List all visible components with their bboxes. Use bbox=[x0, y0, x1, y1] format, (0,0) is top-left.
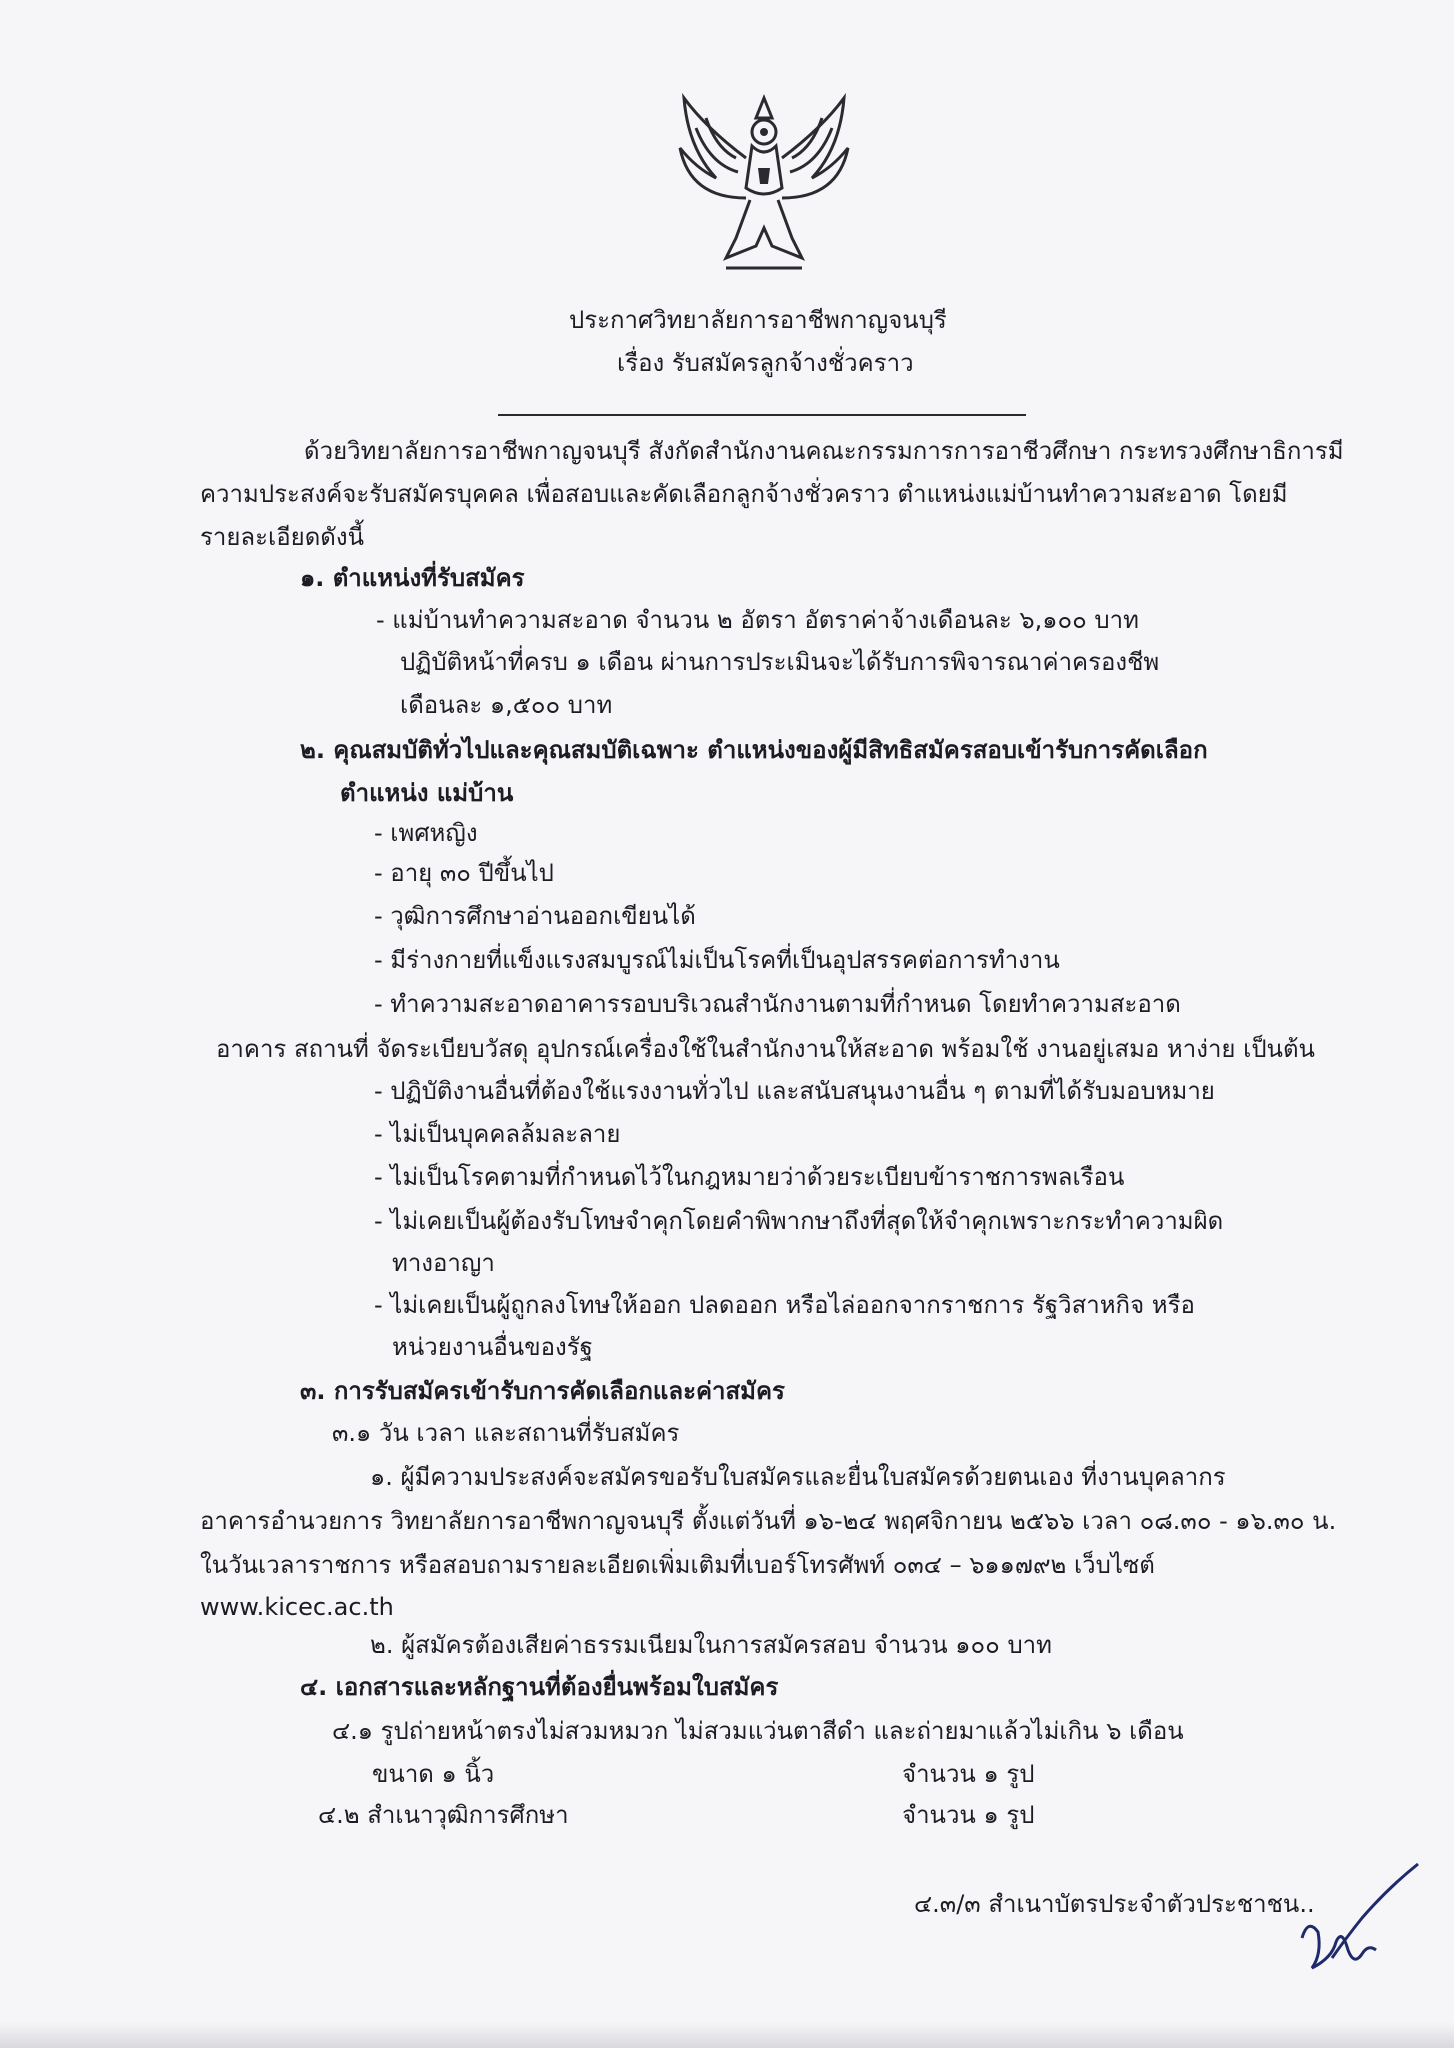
section-line: ในวันเวลาราชการ หรือสอบถามรายละเอียดเพิ่มเติมที่เบอร์โทรศัพท์ ๐๓๔ – ๖๑๑๗๙๒ เว็บไซต์ bbox=[200, 1551, 1155, 1579]
sub-heading: ๓.๑ วัน เวลา และสถานที่รับสมัคร bbox=[332, 1419, 680, 1447]
list-item: - เพศหญิง bbox=[374, 819, 478, 847]
intro-line: ด้วยวิทยาลัยการอาชีพกาญจนบุรี สังกัดสำนักงานคณะกรรมการการอาชีวศึกษา กระทรวงศึกษาธิการมี bbox=[304, 437, 1344, 465]
list-item: อาคาร สถานที่ จัดระเบียบวัสดุ อุปกรณ์เครื่องใช้ในสำนักงานให้สะอาด พร้อมใช้ งานอยู่เสมอ หาง่าย เป็นต้น bbox=[216, 1035, 1315, 1063]
list-item: - มีร่างกายที่แข็งแรงสมบูรณ์ไม่เป็นโรคที่เป็นอุปสรรคต่อการทำงาน bbox=[374, 946, 1060, 974]
announcement-subject: เรื่อง รับสมัครลูกจ้างชั่วคราว bbox=[617, 349, 914, 377]
document-item-quantity: จำนวน ๑ รูป bbox=[902, 1760, 1035, 1788]
continuation-note: ๔.๓/๓ สำเนาบัตรประจำตัวประชาชน.. bbox=[914, 1890, 1315, 1918]
section-line: ๑. ผู้มีความประสงค์จะสมัครขอรับใบสมัครและยื่นใบสมัครด้วยตนเอง ที่งานบุคลากร bbox=[370, 1463, 1226, 1491]
section-line: ๒. ผู้สมัครต้องเสียค่าธรรมเนียมในการสมัครสอบ จำนวน ๑๐๐ บาท bbox=[370, 1631, 1052, 1659]
section-line: - แม่บ้านทำความสะอาด จำนวน ๒ อัตรา อัตราค่าจ้างเดือนละ ๖,๑๐๐ บาท bbox=[376, 606, 1139, 634]
website-link: www.kicec.ac.th bbox=[200, 1593, 394, 1621]
section-line: อาคารอำนวยการ วิทยาลัยการอาชีพกาญจนบุรี ตั้งแต่วันที่ ๑๖-๒๔ พฤศจิกายน ๒๕๖๖ เวลา ๐๘.๓๐ - ๑๖.๓๐ น. bbox=[200, 1507, 1337, 1535]
list-item: - อายุ ๓๐ ปีขึ้นไป bbox=[374, 859, 554, 887]
section-line: ปฏิบัติหน้าที่ครบ ๑ เดือน ผ่านการประเมินจะได้รับการพิจารณาค่าครองชีพ bbox=[400, 648, 1160, 676]
document-item: ๔.๒ สำเนาวุฒิการศึกษา bbox=[318, 1801, 569, 1829]
list-item: หน่วยงานอื่นของรัฐ bbox=[392, 1333, 593, 1361]
document-item-quantity: จำนวน ๑ รูป bbox=[902, 1801, 1035, 1829]
list-item: - ทำความสะอาดอาคารรอบบริเวณสำนักงานตามที่กำหนด โดยทำความสะอาด bbox=[374, 990, 1181, 1018]
scan-edge bbox=[0, 2022, 1454, 2048]
list-item: - ไม่เคยเป็นผู้ต้องรับโทษจำคุกโดยคำพิพากษาถึงที่สุดให้จำคุกเพราะกระทำความผิด bbox=[374, 1207, 1224, 1235]
section-heading: ตำแหน่ง แม่บ้าน bbox=[340, 779, 514, 807]
list-item: - ปฏิบัติงานอื่นที่ต้องใช้แรงงานทั่วไป และสนับสนุนงานอื่น ๆ ตามที่ได้รับมอบหมาย bbox=[374, 1077, 1215, 1105]
intro-line: รายละเอียดดังนี้ bbox=[200, 523, 365, 551]
garuda-emblem-icon bbox=[666, 88, 862, 284]
document-item-size: ขนาด ๑ นิ้ว bbox=[372, 1760, 495, 1788]
list-item: - ไม่เป็นโรคตามที่กำหนดไว้ในกฎหมายว่าด้วยระเบียบข้าราชการพลเรือน bbox=[374, 1163, 1125, 1191]
header-divider bbox=[498, 414, 1026, 416]
section-heading: ๓. การรับสมัครเข้ารับการคัดเลือกและค่าสมัคร bbox=[300, 1377, 785, 1405]
list-item: ทางอาญา bbox=[392, 1249, 495, 1277]
section-line: เดือนละ ๑,๕๐๐ บาท bbox=[400, 691, 613, 719]
section-heading: ๒. คุณสมบัติทั่วไปและคุณสมบัติเฉพาะ ตำแหน่งของผู้มีสิทธิสมัครสอบเข้ารับการคัดเลือก bbox=[300, 736, 1208, 764]
signature-icon bbox=[1292, 1858, 1432, 1978]
announcement-title: ประกาศวิทยาลัยการอาชีพกาญจนบุรี bbox=[569, 306, 947, 334]
list-item: - ไม่เป็นบุคคลล้มละลาย bbox=[374, 1120, 621, 1148]
list-item: - ไม่เคยเป็นผู้ถูกลงโทษให้ออก ปลดออก หรือไล่ออกจากราชการ รัฐวิสาหกิจ หรือ bbox=[374, 1291, 1195, 1319]
section-heading: ๑. ตำแหน่งที่รับสมัคร bbox=[300, 564, 525, 592]
section-heading: ๔. เอกสารและหลักฐานที่ต้องยื่นพร้อมใบสมัคร bbox=[300, 1673, 779, 1701]
document-item: ๔.๑ รูปถ่ายหน้าตรงไม่สวมหมวก ไม่สวมแว่นตาสีดำ และถ่ายมาแล้วไม่เกิน ๖ เดือน bbox=[332, 1717, 1184, 1745]
list-item: - วุฒิการศึกษาอ่านออกเขียนได้ bbox=[374, 902, 696, 930]
intro-line: ความประสงค์จะรับสมัครบุคคล เพื่อสอบและคัดเลือกลูกจ้างชั่วคราว ตำแหน่งแม่บ้านทำความสะอาด โดยมี bbox=[200, 480, 1288, 508]
